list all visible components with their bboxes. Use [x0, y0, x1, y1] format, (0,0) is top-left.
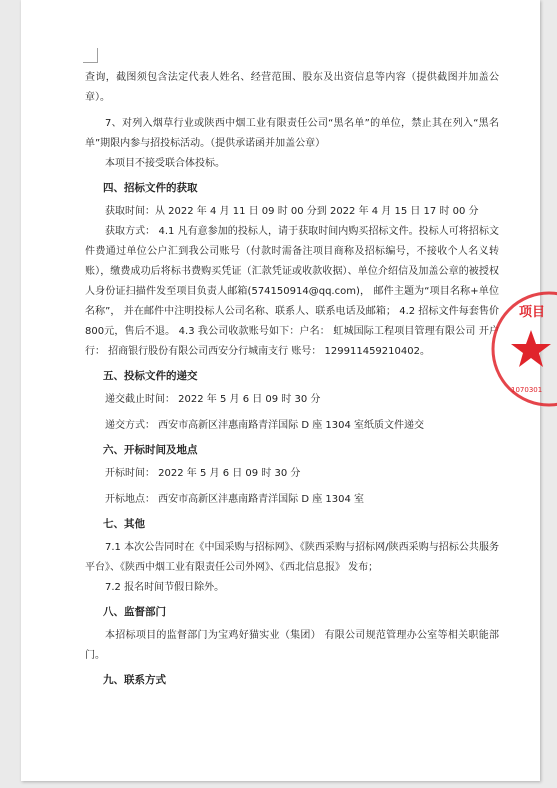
paragraph-screenshot-requirement: 查询，截图须包含法定代表人姓名、经营范围、股东及出资信息等内容（提供截图并加盖公章）。 — [85, 72, 499, 103]
heading-section-7: 七、其他 — [103, 518, 145, 530]
heading-section-5: 五、投标文件的递交 — [103, 370, 198, 382]
paragraph-blacklist: 7、对列入烟草行业或陕西中烟工业有限责任公司“黑名单”的单位，禁止其在列入“黑名单”期限内参与招投标活动。（提供承诺函并加盖公章） — [85, 118, 499, 149]
document-body — [85, 68, 499, 694]
paragraph-submission-deadline: 递交截止时间： 2022 年 5 月 6 日 09 时 30 分 — [105, 394, 321, 405]
heading-section-9: 九、联系方式 — [103, 674, 166, 686]
paragraph-submission-method: 递交方式： 西安市高新区沣惠南路青洋国际 D 座 1304 室纸质文件递交 — [105, 420, 425, 431]
paragraph-opening-time: 开标时间： 2022 年 5 月 6 日 09 时 30 分 — [105, 468, 301, 479]
paragraph-no-consortium: 本项目不接受联合体投标。 — [105, 158, 225, 169]
official-seal-stamp — [487, 288, 557, 410]
document-page — [21, 0, 543, 781]
svg-text:项目: 项目 — [519, 305, 546, 320]
heading-section-8: 八、监督部门 — [103, 606, 166, 618]
paragraph-holiday: 7.2 报名时间节假日除外。 — [105, 582, 225, 593]
heading-section-4: 四、招标文件的获取 — [103, 182, 198, 194]
heading-section-6: 六、开标时间及地点 — [103, 444, 198, 456]
paragraph-obtain-time: 获取时间：从 2022 年 4 月 11 日 09 时 00 分到 2022 年 4 月 15 日 17 时 00 分 — [105, 206, 479, 217]
svg-text:1070301: 1070301 — [511, 386, 543, 394]
paragraph-obtain-method: 获取方式： 4.1 凡有意参加的投标人，请于获取时间内购买招标文件。投标人可将招标文件费通过单位公户汇到我公司账号（付款时需备注项目商称及招标编号，不接收个人名义转账），缴费成功后将标书费购买凭证（汇款凭证或收款收据）、单位介绍信及加盖公章的被授权人身份证扫描件发至项目负责人邮箱(574150914@qq.com)， 邮件主题为“项目名称+单位名称”， 并在邮件中注明投标人公司名称、联系人、联系电话及邮箱； 4.2 招标文件每套售价 800元，售后不退。 4.3 我公司收款账号如下：户名： 虹城国际工程项目管理有限公司 开户行： 招商银行股份有限公司西安分行城南支行 账号： 129911459210402。 — [85, 226, 499, 357]
paragraph-opening-place: 开标地点： 西安市高新区沣惠南路青洋国际 D 座 1304 室 — [105, 494, 365, 505]
paragraph-publication: 7.1 本次公告同时在《中国采购与招标网》、《陕西采购与招标网/陕西采购与招标公共服务平台》、《陕西中烟工业有限责任公司外网》、《西北信息报》 发布； — [85, 542, 499, 573]
paragraph-supervision: 本招标项目的监督部门为宝鸡好猫实业（集团） 有限公司规范管理办公室等相关职能部门。 — [85, 630, 499, 661]
margin-corner-mark — [83, 48, 98, 63]
